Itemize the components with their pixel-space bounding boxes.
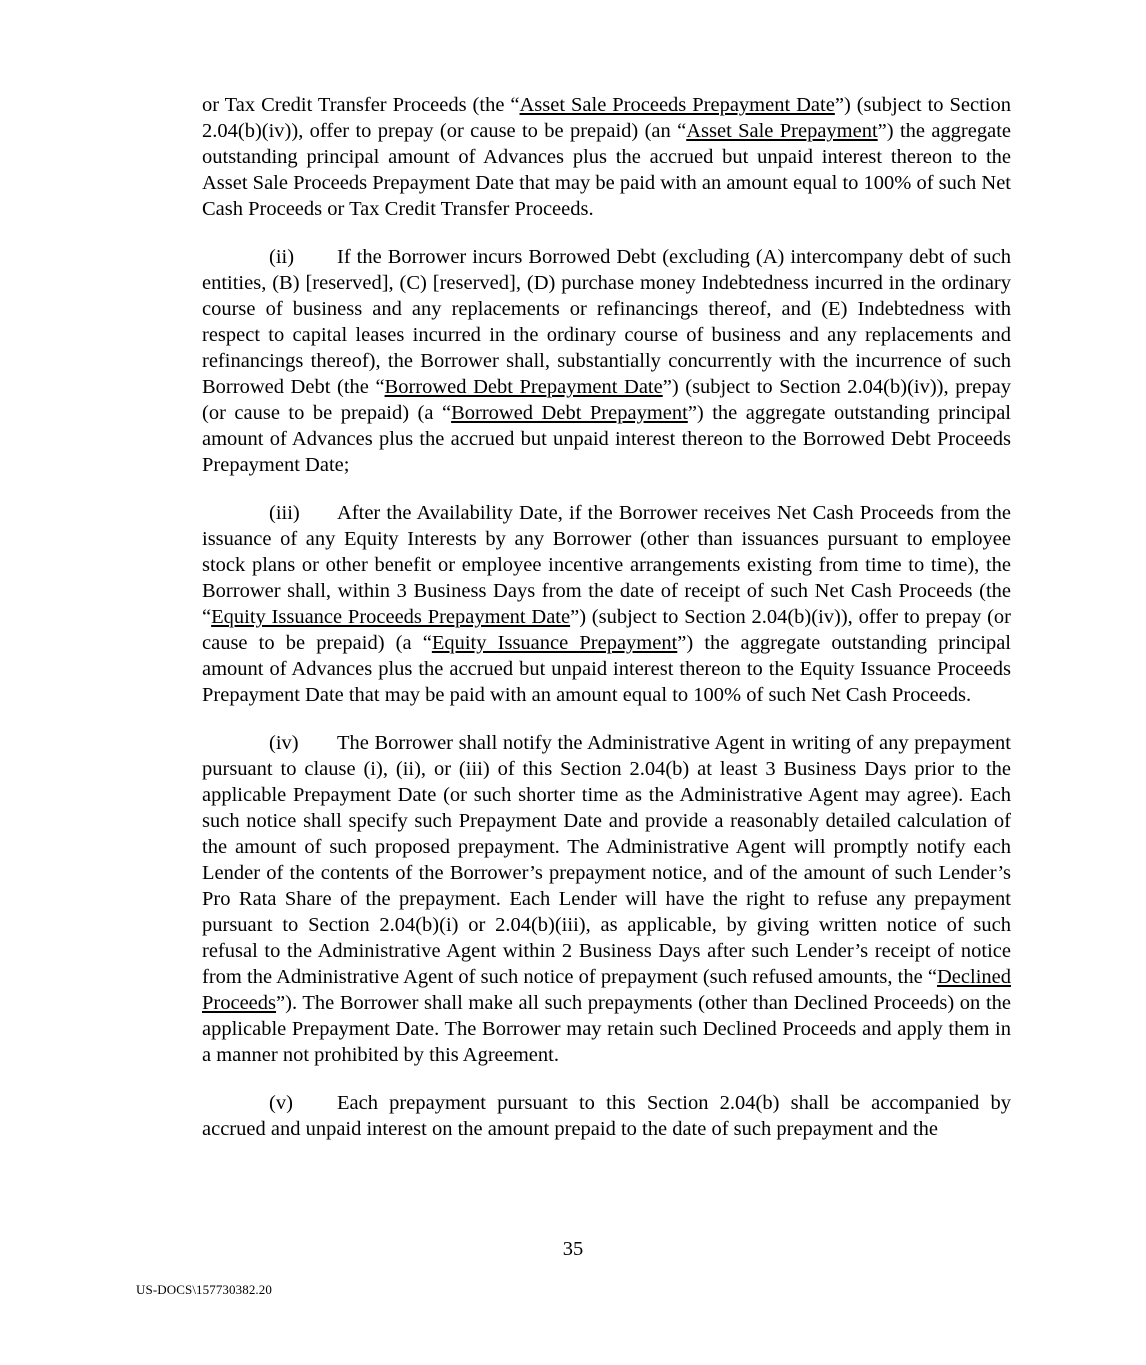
defined-term: Equity Issuance Prepayment (431, 632, 678, 654)
page-number: 35 (562, 1238, 584, 1260)
clause-number: (v) (269, 1092, 293, 1114)
clause-number: (iv) (269, 732, 299, 754)
paragraph-text: ”) the aggregate outstanding principal amount of Advances plus the accrued but unpaid interest thereon to the Equity Issuance Proceeds Prepayment Date that may be paid with an amount equal to 100% of such Net Cash Proceeds. (202, 632, 1011, 706)
defined-term: Declined Proceeds (202, 966, 1011, 1014)
paragraph (202, 244, 1011, 478)
defined-term: Equity Issuance Proceeds Prepayment Date (211, 606, 571, 628)
paragraph-text: ”) (subject to Section 2.04(b)(iv)), offer to prepay (or cause to be prepaid) (a “ (202, 606, 1011, 654)
defined-term: Borrowed Debt Prepayment Date (384, 376, 663, 398)
paragraph-text: ”) the aggregate outstanding principal amount of Advances plus the accrued but unpaid interest thereon to the Borrowed Debt Proceeds Prepayment Date; (202, 402, 1011, 476)
paragraph-text: ”). The Borrower shall make all such prepayments (other than Declined Proceeds) on the applicable Prepayment Date. The Borrower may retain such Declined Proceeds and apply them in a manner not prohibited by this Agreement. (202, 992, 1011, 1066)
paragraph-text: After the Availability Date, if the Borrower receives Net Cash Proceeds from the issuance of any Equity Interests by any Borrower (other than issuances pursuant to employee stock plans or other benefit or employee incentive arrangements existing from time to time), the Borrower shall, within 3 Business Days from the date of receipt of such Net Cash Proceeds (the “ (202, 502, 1011, 628)
defined-term: Borrowed Debt Prepayment (451, 402, 688, 424)
clause-number: (ii) (269, 246, 295, 268)
defined-term: Asset Sale Prepayment (686, 120, 878, 142)
paragraph-text: ”) (subject to Section 2.04(b)(iv)), prepay (or cause to be prepaid) (a “ (202, 376, 1011, 424)
document-body (202, 92, 1011, 1164)
document-id: US-DOCS\157730382.20 (136, 1282, 272, 1297)
paragraph-text: ”) (subject to Section 2.04(b)(iv)), offer to prepay (or cause to be prepaid) (an “ (202, 94, 1011, 142)
paragraph (202, 730, 1011, 1068)
paragraph-text: Each prepayment pursuant to this Section 2.04(b) shall be accompanied by accrued and unpaid interest on the amount prepaid to the date of such prepayment and the (202, 1092, 1011, 1140)
paragraph (202, 500, 1011, 708)
defined-term: Asset Sale Proceeds Prepayment Date (519, 94, 835, 116)
paragraph (202, 1090, 1011, 1142)
paragraph-text: ”) the aggregate outstanding principal amount of Advances plus the accrued but unpaid interest thereon to the Asset Sale Proceeds Prepayment Date that may be paid with an amount equal to 100% of such Net Cash Proceeds or Tax Credit Transfer Proceeds. (202, 120, 1011, 220)
paragraph (202, 92, 1011, 222)
paragraph-text: If the Borrower incurs Borrowed Debt (excluding (A) intercompany debt of such entities, (B) [reserved], (C) [reserved], (D) purchase money Indebtedness incurred in the ordinary course of business and any replacements or refinancings thereof, and (E) Indebtedness with respect to capital leases incurred in the ordinary course of business and any replacements and refinancings thereof), the Borrower shall, substantially concurrently with the incurrence of such Borrowed Debt (the “ (202, 246, 1011, 398)
paragraph-text: or Tax Credit Transfer Proceeds (the “ (202, 94, 520, 116)
paragraph-text: The Borrower shall notify the Administrative Agent in writing of any prepayment pursuant to clause (i), (ii), or (iii) of this Section 2.04(b) at least 3 Business Days prior to the applicable Prepayment Date (or such shorter time as the Administrative Agent may agree). Each such notice shall specify such Prepayment Date and provide a reasonably detailed calculation of the amount of such proposed prepayment. The Administrative Agent will promptly notify each Lender of the contents of the Borrower’s prepayment notice, and of the amount of such Lender’s Pro Rata Share of the prepayment. Each Lender will have the right to refuse any prepayment pursuant to Section 2.04(b)(i) or 2.04(b)(iii), as applicable, by giving written notice of such refusal to the Administrative Agent within 2 Business Days after such Lender’s receipt of notice from the Administrative Agent of such notice of prepayment (such refused amounts, the “ (202, 732, 1011, 988)
clause-number: (iii) (269, 502, 300, 524)
